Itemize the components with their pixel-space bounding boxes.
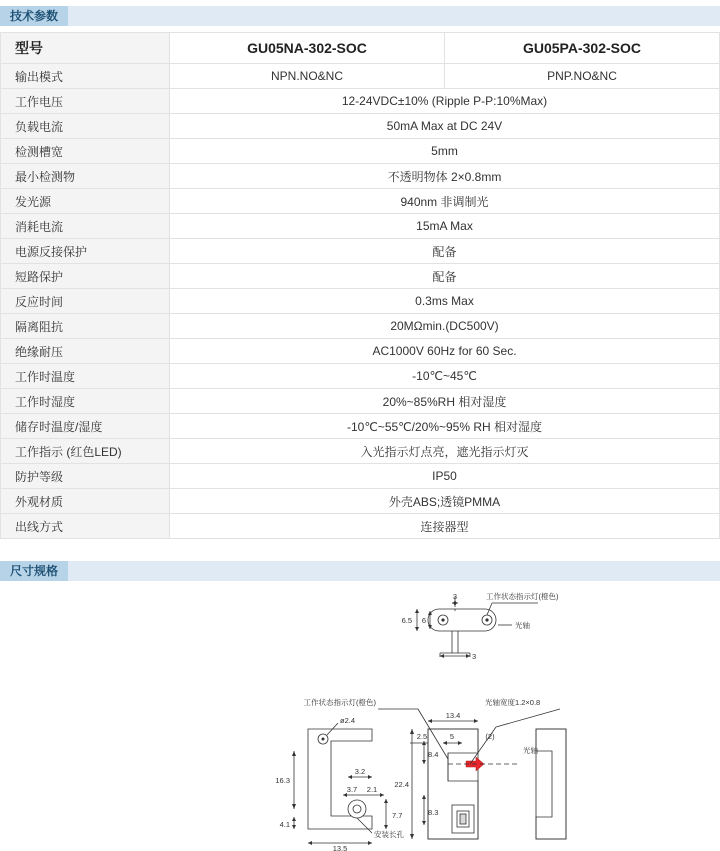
spec-header-model-2: GU05PA-302-SOC [445, 33, 720, 64]
spec-row-label: 最小检测物 [1, 164, 170, 189]
dim-6-5: 6.5 [401, 616, 412, 625]
spec-row-value-merged: 配备 [170, 239, 720, 264]
table-row [1, 114, 720, 139]
table-row [1, 64, 720, 89]
spec-row-value-merged: -10℃~45℃ [170, 364, 720, 389]
spec-row-label: 检测槽宽 [1, 139, 170, 164]
label-optical-axis-top: 光轴 [515, 621, 530, 630]
spec-row-label: 输出模式 [1, 64, 170, 89]
table-row [1, 364, 720, 389]
spec-row-label: 隔离阻抗 [1, 314, 170, 339]
spec-row-label: 出线方式 [1, 514, 170, 539]
spec-row-label: 储存时温度/湿度 [1, 414, 170, 439]
dim-2-5: 2.5 [416, 732, 428, 741]
table-row [1, 264, 720, 289]
table-row [1, 164, 720, 189]
table-row-header [1, 33, 720, 64]
label-mounting-slot: 安装长孔 [374, 830, 404, 839]
spec-row-value-merged: 5mm [170, 139, 720, 164]
spec-row-label: 工作指示 (红色LED) [1, 439, 170, 464]
spec-row-value-1: NPN.NO&NC [170, 64, 445, 89]
spec-row-label: 电源反接保护 [1, 239, 170, 264]
table-row [1, 189, 720, 214]
label-optical-axis-right: 光轴 [523, 746, 538, 755]
spec-row-value-merged: 外壳ABS;透镜PMMA [170, 489, 720, 514]
dim-3-bottom: 3 [472, 652, 477, 661]
spec-row-label: 外观材质 [1, 489, 170, 514]
table-row [1, 214, 720, 239]
spec-row-value-merged: AC1000V 60Hz for 60 Sec. [170, 339, 720, 364]
spec-section-header [0, 6, 720, 26]
spec-row-label: 短路保护 [1, 264, 170, 289]
dim-3-top: 3 [452, 592, 458, 601]
spec-row-label: 发光源 [1, 189, 170, 214]
table-row [1, 439, 720, 464]
spec-row-value-merged: 不透明物体 2×0.8mm [170, 164, 720, 189]
dim-13-4: 13.4 [445, 711, 461, 720]
dimension-drawing-svg [0, 581, 720, 851]
spec-row-value-merged: 50mA Max at DC 24V [170, 114, 720, 139]
spec-row-value-merged: IP50 [170, 464, 720, 489]
dim-section-title: 尺寸规格 [0, 561, 68, 581]
spec-row-value-merged: 0.3ms Max [170, 289, 720, 314]
dim-16-3: 16.3 [275, 776, 290, 785]
spec-section-title: 技术参数 [0, 6, 68, 26]
dim-5: 5 [449, 732, 455, 741]
spec-row-value-merged: 12-24VDC±10% (Ripple P-P:10%Max) [170, 89, 720, 114]
dim-2-paren: (2) [485, 732, 495, 741]
dim-8-4: 8.4 [428, 750, 439, 759]
spec-row-label: 消耗电流 [1, 214, 170, 239]
spec-row-value-merged: 配备 [170, 264, 720, 289]
dim-13-5: 13.5 [332, 844, 348, 851]
table-row [1, 464, 720, 489]
dimension-drawing [0, 581, 720, 851]
table-row [1, 389, 720, 414]
spec-section-bar [68, 6, 720, 26]
dim-4-1: 4.1 [279, 820, 290, 829]
dim-section-bar [68, 561, 720, 581]
spec-header-label: 型号 [1, 33, 170, 64]
dim-3-7: 3.7 [346, 785, 358, 794]
spec-row-value-merged: 20%~85%RH 相对湿度 [170, 389, 720, 414]
spec-row-value-2: PNP.NO&NC [445, 64, 720, 89]
dim-phi-2-4: ø2.4 [340, 716, 356, 725]
dim-22-4: 22.4 [394, 780, 409, 789]
table-row [1, 289, 720, 314]
spec-row-value-merged: -10℃~55℃/20%~95% RH 相对湿度 [170, 414, 720, 439]
dim-7-7: 7.7 [392, 811, 403, 820]
table-row [1, 314, 720, 339]
spec-row-label: 工作时温度 [1, 364, 170, 389]
label-status-led-mid: 工作状态指示灯(橙色) [303, 698, 376, 707]
table-row [1, 489, 720, 514]
dim-6: 6 [421, 616, 426, 625]
label-beam-width: 光轴宽度1.2×0.8 [485, 698, 541, 707]
spec-row-label: 反应时间 [1, 289, 170, 314]
spec-row-value-merged: 入光指示灯点亮，遮光指示灯灭 [170, 439, 720, 464]
table-row [1, 89, 720, 114]
spec-row-value-merged: 940nm 非调制光 [170, 189, 720, 214]
table-row [1, 139, 720, 164]
dim-section-header [0, 561, 720, 581]
spec-row-value-merged: 15mA Max [170, 214, 720, 239]
spec-row-value-merged: 20MΩmin.(DC500V) [170, 314, 720, 339]
table-row [1, 414, 720, 439]
spec-row-value-merged: 连接器型 [170, 514, 720, 539]
spec-row-label: 绝缘耐压 [1, 339, 170, 364]
table-row [1, 339, 720, 364]
dim-8-3: 8.3 [428, 808, 439, 817]
dim-2-1: 2.1 [366, 785, 378, 794]
spec-table-body [1, 33, 720, 539]
spec-row-label: 防护等级 [1, 464, 170, 489]
spec-header-model-1: GU05NA-302-SOC [170, 33, 445, 64]
table-row [1, 239, 720, 264]
spec-table [0, 32, 720, 539]
spec-row-label: 负载电流 [1, 114, 170, 139]
label-status-led-top: 工作状态指示灯(橙色) [486, 592, 559, 601]
dim-3-2: 3.2 [354, 767, 366, 776]
spec-row-label: 工作时湿度 [1, 389, 170, 414]
spec-row-label: 工作电压 [1, 89, 170, 114]
table-row [1, 514, 720, 539]
